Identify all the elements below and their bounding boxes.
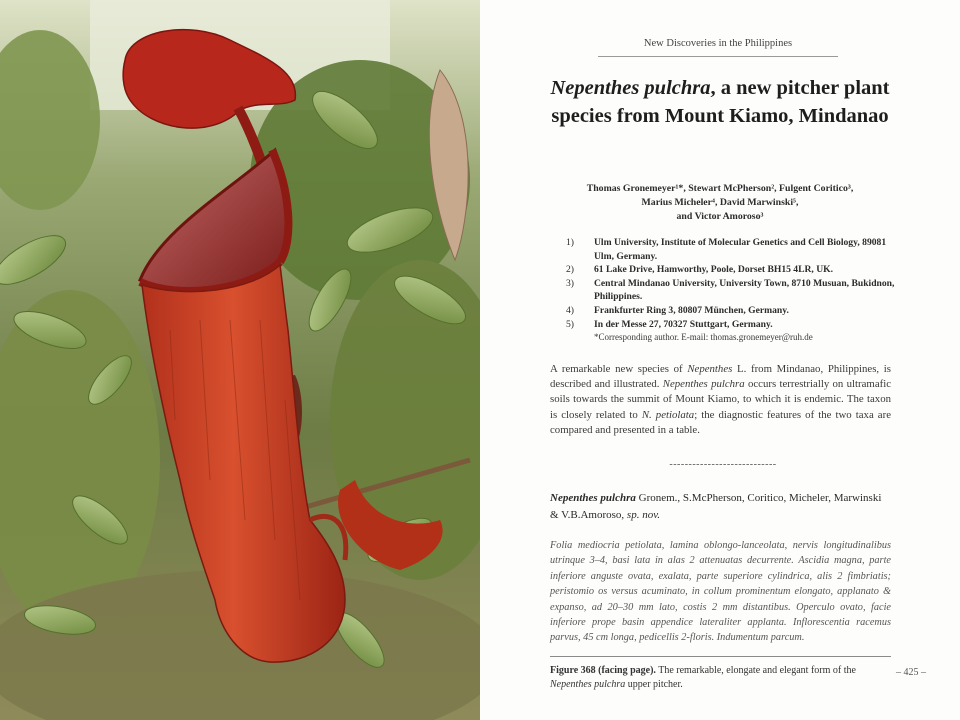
abstract-italic: Nepenthes pulchra [662, 378, 745, 391]
affiliation-list [566, 236, 906, 345]
affiliation-number: 1) [566, 237, 574, 248]
species-status: sp. nov. [626, 508, 661, 521]
affiliation-number: 5) [566, 318, 574, 330]
affiliation-text: Central Mindanao University, University Town, 8710 Musuan, Bukidnon, Philippines. [594, 277, 895, 303]
caption-label: Figure 368 (facing page). [550, 665, 656, 676]
affiliation-item [566, 277, 906, 304]
authors-line: Thomas Gronemeyer¹*, Stewart McPherson², Fulgent Coritico³, [586, 183, 854, 194]
abstract-text: A remarkable new species of [550, 363, 688, 375]
authors-line: Marius Micheler⁴, David Marwinski⁵, [641, 197, 799, 208]
affiliation-text: Frankfurter Ring 3, 80807 München, Germany. [594, 304, 789, 316]
running-head: New Discoveries in the Philippines [643, 38, 793, 49]
affiliation-text: 61 Lake Drive, Hamworthy, Poole, Dorset BH15 4LR, UK. [594, 264, 834, 276]
caption-text: The remarkable, elongate and elegant form of the [655, 665, 856, 676]
affiliation-item [566, 236, 906, 263]
abstract-text: occurs terrestrially on ultramafic soils towards the summit of Mount Kiamo, to which it is endemic. The taxon is closely related to [550, 378, 891, 421]
affiliation-text: In der Messe 27, 70327 Stuttgart, Germany. [594, 318, 773, 330]
article-title [520, 74, 920, 130]
species-name: Nepenthes pulchra [550, 492, 636, 504]
authors-line: and Victor Amoroso³ [676, 211, 764, 222]
affiliation-number: 2) [566, 264, 574, 276]
caption-species: Nepenthes pulchra [550, 679, 626, 690]
affiliation-item [566, 318, 906, 332]
affiliation-number: 4) [566, 304, 574, 316]
abstract-text: ; the diagnostic features of the two taxa are compared and presented in a table. [550, 408, 891, 436]
abstract-paragraph [550, 362, 891, 438]
figure-caption [550, 664, 891, 692]
affiliation-item [566, 263, 906, 277]
abstract-italic: N. petiolata [641, 408, 695, 421]
latin-diagnosis: Folia mediocria petiolata, lamina oblongo-lanceolata, nervis longitudinalibus utrinque 3–4, basi lata in alas 2 attenuatas decurrente. Ascidia magna, parte inferiore anguste ovata, exalata, parte superiore cylindrica, alis 2 fimbriatis; peristomio os versus acuminato, in collum prominentum elongato, applanato & expanso, ad 20–30 mm lato, costis 2 mm distantibus. Operculo ovato, facie inferiore prope basin appendice lateraliter applanta. Inflorescentia racemus parvus, 45 cm longa, pedicellis 2-floris. Indumentum parcum. [550, 540, 891, 644]
page-number: – 425 – [896, 667, 926, 678]
section-separator: ---------------------------- [669, 459, 777, 470]
affiliation-item [566, 304, 906, 318]
species-heading [550, 490, 891, 523]
corresponding-author: *Corresponding author. E-mail: thomas.gronemeyer@ruh.de [594, 332, 813, 343]
caption-end: upper pitcher. [625, 679, 683, 690]
abstract-text: L. from Mindanao, Philippines, is described and illustrated. [550, 363, 891, 391]
affiliation-text: Ulm University, Institute of Molecular Genetics and Cell Biology, 89081 Ulm, Germany. [594, 237, 887, 262]
affiliation-number: 3) [566, 277, 574, 289]
running-head-rule [598, 56, 838, 57]
caption-rule [550, 656, 891, 657]
abstract-italic: Nepenthes [687, 363, 733, 375]
title-species-name: Nepenthes pulchra [550, 77, 711, 99]
article-page [480, 0, 960, 720]
species-authors: Gronem., S.McPherson, Coritico, Micheler, Marwinski & V.B.Amoroso, [550, 492, 882, 521]
title-rest: , a new pitcher plant species from Mount Kiamo, Mindanao [551, 77, 890, 127]
author-list [550, 182, 890, 224]
